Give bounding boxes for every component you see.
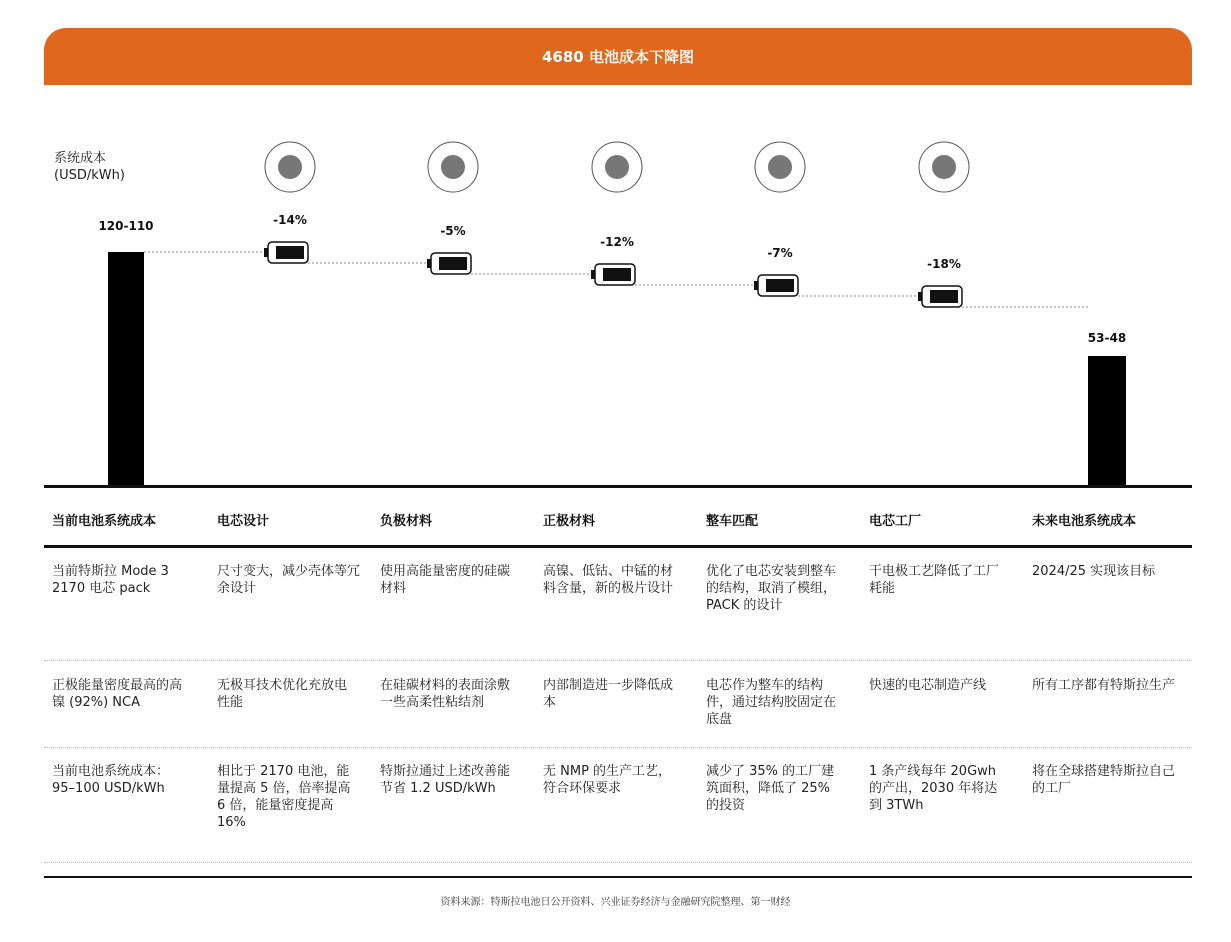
battery-fill — [276, 246, 304, 259]
table-cell: 将在全球搭建特斯拉自己的工厂 — [1032, 764, 1176, 796]
y-axis-label-line-1: 系统成本 — [54, 151, 107, 166]
table-cell: 所有工序都有特斯拉生产 — [1032, 678, 1176, 693]
step-pct-label: -7% — [767, 246, 793, 260]
step-pct-label: -5% — [440, 224, 466, 238]
table-cell: 当前特斯拉 Mode 3 2170 电芯 pack — [52, 564, 169, 596]
table-cell: 无极耳技术优化充放电性能 — [217, 678, 348, 710]
col-header-cathode: 正极材料 — [543, 514, 596, 529]
battery-fill — [930, 290, 958, 303]
col-header-vehicle: 整车匹配 — [706, 514, 759, 529]
end-bar — [1088, 356, 1126, 485]
start-value-label: 120-110 — [98, 219, 154, 233]
table-cell: 高镍、低钴、中锰的材料含量，新的极片设计 — [543, 564, 674, 596]
col-header-factory: 电芯工厂 — [869, 514, 922, 529]
battery-terminal — [264, 248, 268, 257]
row-divider — [44, 747, 1192, 748]
battery-terminal — [591, 270, 595, 279]
battery-terminal — [754, 281, 758, 290]
table-cell: 1 条产线每年 20Gwh 的产出，2030 年将达到 3TWh — [869, 764, 998, 813]
chart-title: 4680 电池成本下降图 — [542, 48, 694, 66]
table-cell: 内部制造进一步降低成本 — [543, 678, 674, 710]
col-header-current: 当前电池系统成本 — [52, 514, 157, 529]
factory-equipment-icon-glyph — [932, 155, 956, 179]
table-cell: 使用高能量密度的硅碳材料 — [380, 564, 511, 596]
battery-cell-icon-glyph — [278, 155, 302, 179]
table-cell: 干电极工艺降低了工厂耗能 — [869, 564, 1000, 596]
step-pct-label: -18% — [927, 257, 961, 271]
table-cell: 电芯作为整车的结构件，通过结构胶固定在底盘 — [706, 678, 837, 727]
col-header-anode: 负极材料 — [380, 514, 433, 529]
vehicle-integration-icon-glyph — [768, 155, 792, 179]
table-header-rule — [44, 545, 1192, 548]
row-divider — [44, 660, 1192, 661]
row-divider — [44, 862, 1192, 863]
battery-terminal — [427, 259, 431, 268]
battery-terminal — [918, 292, 922, 301]
battery-fill — [766, 279, 794, 292]
cathode-material-icon-glyph — [605, 155, 629, 179]
chart-baseline — [44, 485, 1192, 488]
source-note: 资料来源：特斯拉电池日公开资料、兴业证券经济与金融研究院整理、第一财经 — [440, 897, 791, 908]
col-header-cell-design: 电芯设计 — [217, 514, 270, 529]
battery-fill — [603, 268, 631, 281]
table-cell: 快速的电芯制造产线 — [869, 678, 987, 693]
table-bottom-rule — [44, 876, 1192, 878]
end-value-label: 53-48 — [1087, 331, 1127, 345]
battery-fill — [439, 257, 467, 270]
table-cell: 减少了 35% 的工厂建筑面积，降低了 25% 的投资 — [706, 764, 835, 813]
table-cell: 在硅碳材料的表面涂敷一些高柔性粘结剂 — [380, 678, 511, 710]
start-bar — [108, 252, 144, 485]
step-pct-label: -12% — [600, 235, 634, 249]
y-axis-label-line-2: (USD/kWh) — [54, 168, 125, 183]
anode-material-icon-glyph — [441, 155, 465, 179]
step-pct-label: -14% — [273, 213, 307, 227]
table-cell: 2024/25 实现该目标 — [1032, 564, 1156, 579]
col-header-future: 未来电池系统成本 — [1032, 514, 1137, 529]
table-cell: 尺寸变大，减少壳体等冗余设计 — [217, 564, 361, 596]
table-cell: 当前电池系统成本：95–100 USD/kWh — [52, 764, 170, 796]
table-cell: 正极能量密度最高的高镍 (92%) NCA — [52, 678, 183, 710]
table-cell: 相比于 2170 电池，能量提高 5 倍，倍率提高 6 倍，能量密度提高 16% — [217, 764, 351, 830]
table-cell: 特斯拉通过上述改善能节省 1.2 USD/kWh — [380, 764, 511, 796]
table-cell: 无 NMP 的生产工艺，符合环保要求 — [543, 764, 672, 796]
table-cell: 优化了电芯安装到整车的结构，取消了模组，PACK 的设计 — [706, 564, 837, 613]
